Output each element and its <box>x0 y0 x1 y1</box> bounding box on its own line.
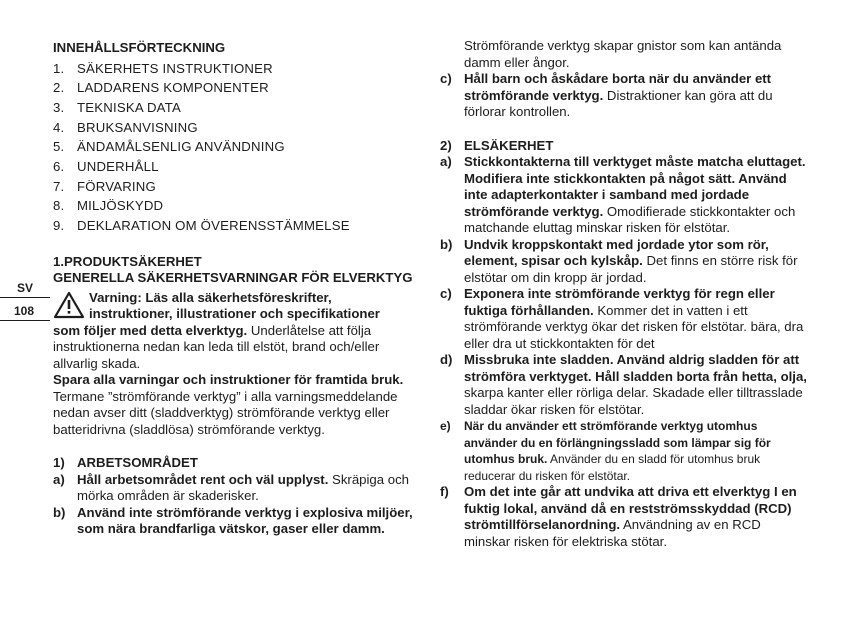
toc-item: 7. FÖRVARING <box>53 178 156 194</box>
toc-item: 2. LADDARENS KOMPONENTER <box>53 80 269 96</box>
work-area-item-a: a) Håll arbetsområdet rent och väl upplyst. Skräpiga och mörka områden är skaderisker. <box>53 471 410 504</box>
work-area-item-c: c) Håll barn och åskådare borta när du använder ett strömförande verktyg. Distraktioner kan göra att du förlorar kontrollen. <box>440 71 773 119</box>
page-number-tab <box>0 300 50 318</box>
warning-text: som följer med detta elverktyg. Underlåtelse att följa instruktionerna nedan kan leda till elstöt, brand och/eller allvarlig skada. <box>53 322 380 371</box>
electrical-item-d: d) Missbruka inte sladden. Använd aldrig sladden för att strömföra verktyget. Håll sladden borta från hetta, olja, skarpa kanter eller rörliga delar. Skadade eller tilltrasslade sladdar ökar risken för elstötar. <box>440 352 807 417</box>
electrical-safety-heading: 2) ELSÄKERHET <box>440 137 554 153</box>
electrical-item-b: b) Undvik kroppskontakt med jordade ytor som rör, element, spisar och kylskåp. Det finns en större risk för elstötar om din kropp är jordad. <box>440 236 798 285</box>
toc-title: INNEHÅLLSFÖRTECKNING <box>53 40 226 55</box>
warning-block <box>53 290 415 323</box>
toc-item: 5. ÄNDAMÅLSENLIG ANVÄNDNING <box>53 139 285 155</box>
work-area-item-b-continued: Strömförande verktyg skapar gnistor som kan antända damm eller ångor. <box>464 38 782 70</box>
warning-triangle-icon <box>53 291 85 319</box>
section-heading-product-safety: 1.PRODUKTSÄKERHET <box>53 253 202 269</box>
sidebar-divider-bottom <box>0 320 50 321</box>
toc-list <box>53 59 415 236</box>
sidebar-divider <box>0 297 50 298</box>
toc-item: 3. TEKNISKA DATA <box>53 99 181 115</box>
page-number: 108 <box>14 304 35 318</box>
electrical-item-a: a) Stickkontakterna till verktyget måste matcha eluttaget. Modifiera inte stickkontakten på något sätt. Använd inte adapterkontakter i samband med jordade strömförande verktyg. Omodifierade stickkontakter och matchande eluttag minskar risken för elstötar. <box>440 154 806 235</box>
work-area-item-b: b) Använd inte strömförande verktyg i explosiva miljöer, som nära brandfarliga vätskor, gaser eller damm. <box>53 504 413 537</box>
toc-item: 6. UNDERHÅLL <box>53 159 159 175</box>
toc-item: 4. BRUKSANVISNING <box>53 119 198 135</box>
left-column <box>53 38 415 538</box>
language-tab <box>0 278 50 296</box>
toc-item: 1. SÄKERHETS INSTRUKTIONER <box>53 60 273 76</box>
toc-item: 9. DEKLARATION OM ÖVERENSSTÄMMELSE <box>53 218 350 234</box>
save-instructions: Spara alla varningar och instruktioner för framtida bruk. Termane ”strömförande verktyg” i alla varningsmeddelande nedan avser ditt (sladdverktyg) strömförande verktyg eller batteridrivna (sladdlösa) strömförande verktyg. <box>53 372 404 437</box>
section-subheading-warnings: GENERELLA SÄKERHETSVARNINGAR FÖR ELVERKTYG <box>53 270 413 286</box>
language-code: SV <box>17 281 34 295</box>
warning-bold-line-2: instruktioner, illustrationer och specifikationer <box>89 306 380 322</box>
work-area-heading: 1) ARBETSOMRÅDET <box>53 455 198 471</box>
electrical-item-e: e) När du använder ett strömförande verktyg utomhus använder du en förlängningssladd som lämpar sig för utomhus bruk. Använder du en sladd för utomhus bruk reducerar du risken för elstötar. <box>440 419 771 483</box>
right-column <box>440 38 810 550</box>
warning-bold-line-1: Varning: Läs alla säkerhetsföreskrifter, <box>89 289 332 305</box>
electrical-item-c: c) Exponera inte strömförande verktyg för regn eller fuktiga förhållanden. Kommer det in vatten i ett strömförande verktyg ökar det risken för elstötar. bära, dra eller dra ut stickkontakten för det <box>440 286 804 351</box>
toc-item: 8. MILJÖSKYDD <box>53 198 164 214</box>
electrical-item-f: f) Om det inte går att undvika att driva ett elverktyg I en fuktig lokal, använd då en restströmsskyddad (RCD) strömtillförselanordning. Användning av en RCD minskar risken för elektriska stötar. <box>440 484 797 549</box>
